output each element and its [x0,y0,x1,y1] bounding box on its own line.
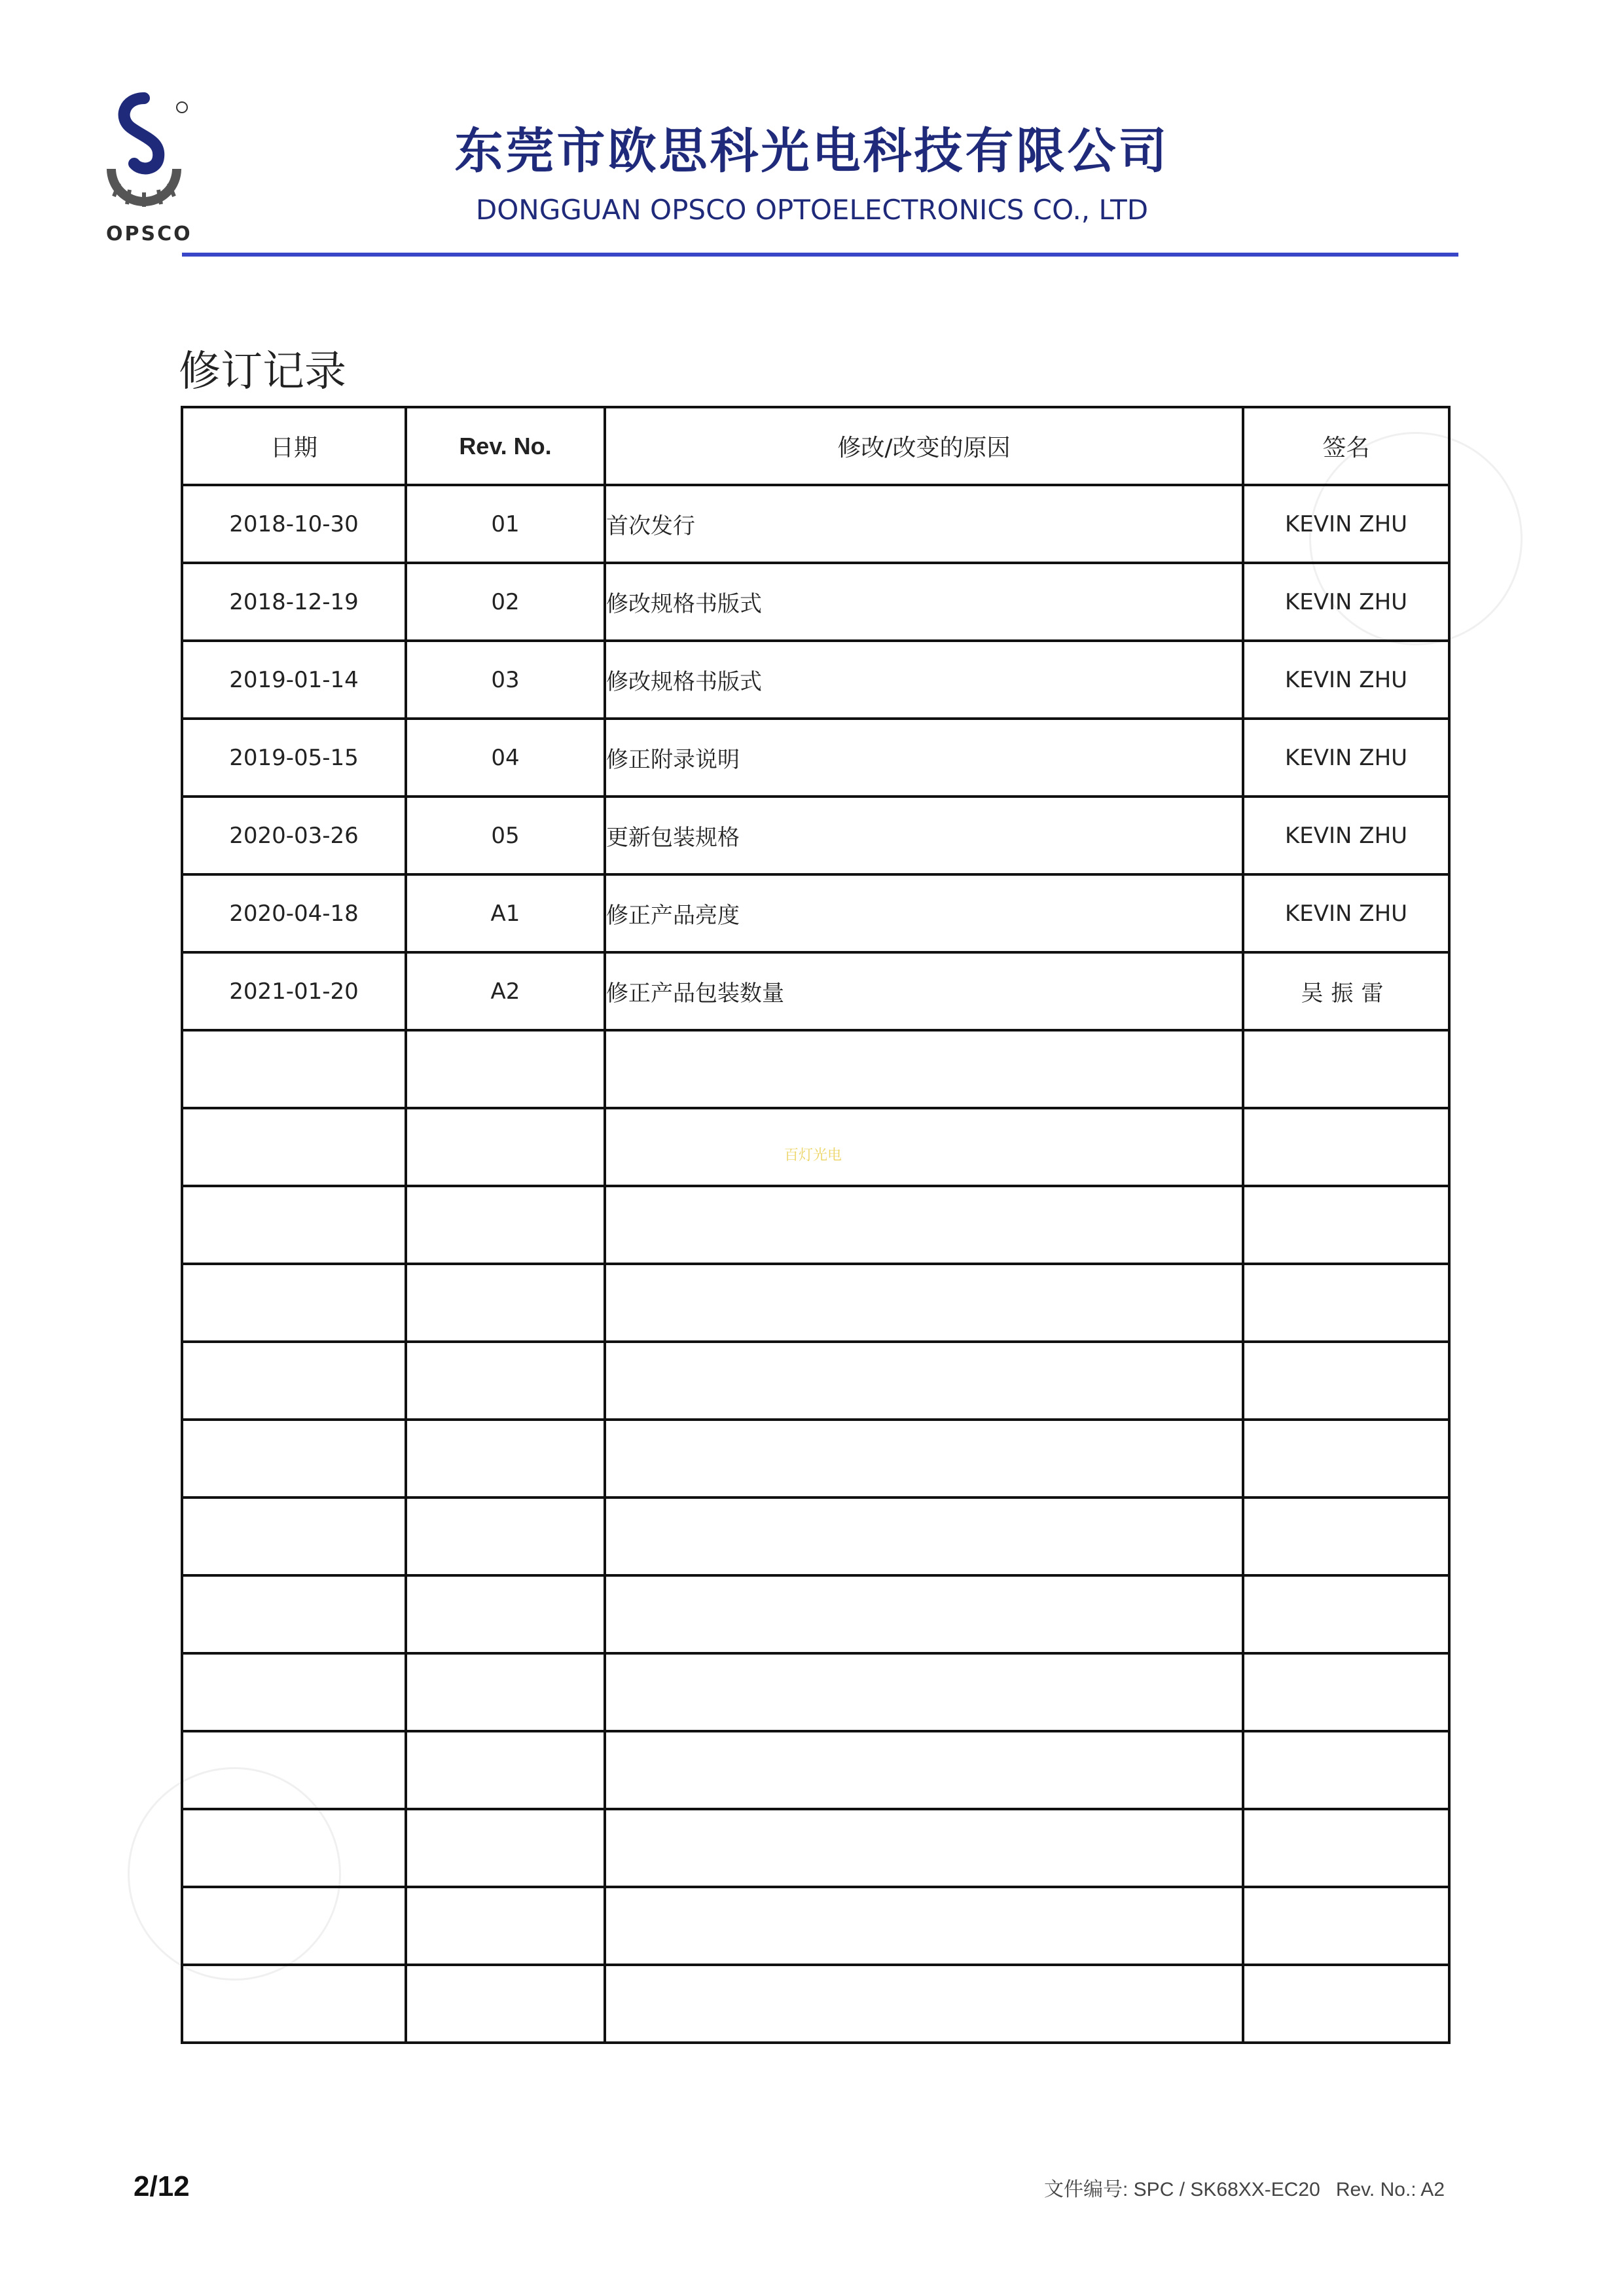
empty-cell [1243,1887,1449,1965]
header-signature: 签名 [1243,407,1449,485]
table-row-empty [182,1809,1449,1887]
empty-cell [406,1809,605,1887]
empty-cell [406,1342,605,1420]
cell-signature: KEVIN ZHU [1243,641,1449,719]
table-row-empty [182,1186,1449,1264]
cell-date: 2019-05-15 [182,719,406,797]
empty-cell [1243,1420,1449,1498]
empty-cell [605,1887,1243,1965]
empty-cell [1243,1809,1449,1887]
cell-signature: KEVIN ZHU [1243,485,1449,563]
empty-cell [605,1342,1243,1420]
empty-cell [406,1030,605,1108]
empty-cell [406,1887,605,1965]
empty-cell [1243,1030,1449,1108]
empty-cell [605,1498,1243,1575]
cell-signature: 吴振雷 [1243,952,1449,1030]
empty-cell [605,1420,1243,1498]
cell-date: 2020-04-18 [182,874,406,952]
empty-cell [1243,1731,1449,1809]
table-row-empty [182,1575,1449,1653]
empty-cell [1243,1342,1449,1420]
cell-reason: 更新包装规格 [605,797,1243,874]
company-name-cn: 东莞市欧思科光电科技有限公司 [454,123,1170,179]
cell-date: 2021-01-20 [182,952,406,1030]
header-rev-no: Rev. No. [406,407,605,485]
empty-cell [1243,1965,1449,2043]
document-number [1044,2173,1460,2202]
table-row-empty [182,1498,1449,1575]
cell-reason: 首次发行 [605,485,1243,563]
empty-cell [182,1420,406,1498]
table-row [182,719,1449,797]
logo-text: OPSCO [106,223,192,245]
table-row [182,563,1449,641]
rev-number-text: Rev. No.: A2 [1335,2179,1445,2200]
empty-cell [1243,1264,1449,1342]
empty-cell [605,1186,1243,1264]
cell-reason: 修正附录说明 [605,719,1243,797]
doc-number-text: 文件编号: SPC / SK68XX-EC20 [1044,2179,1320,2200]
empty-cell [182,1575,406,1653]
empty-cell [1243,1575,1449,1653]
cell-date: 2019-01-14 [182,641,406,719]
empty-cell [605,1030,1243,1108]
cell-reason: 修正产品包装数量 [605,952,1243,1030]
cell-date: 2018-10-30 [182,485,406,563]
empty-cell [605,1575,1243,1653]
cell-rev: 02 [406,563,605,641]
cell-signature: KEVIN ZHU [1243,797,1449,874]
cell-signature: KEVIN ZHU [1243,719,1449,797]
empty-cell [182,1186,406,1264]
empty-cell [605,1965,1243,2043]
empty-cell [605,1108,1243,1186]
empty-cell [182,1731,406,1809]
watermark-text: 百灯光电 [784,1147,842,1164]
table-row-empty [182,1030,1449,1108]
empty-cell [406,1498,605,1575]
empty-cell [406,1108,605,1186]
empty-cell [182,1030,406,1108]
revision-table [181,406,1451,2044]
empty-cell [406,1575,605,1653]
empty-cell [182,1809,406,1887]
empty-cell [605,1264,1243,1342]
table-row-empty [182,1342,1449,1420]
table-row [182,485,1449,563]
cell-signature: KEVIN ZHU [1243,563,1449,641]
cell-date: 2020-03-26 [182,797,406,874]
cell-rev: A2 [406,952,605,1030]
cell-signature: KEVIN ZHU [1243,874,1449,952]
header-date: 日期 [182,407,406,485]
empty-cell [182,1108,406,1186]
empty-cell [406,1186,605,1264]
empty-cell [182,1653,406,1731]
empty-cell [1243,1653,1449,1731]
table-row [182,641,1449,719]
table-row [182,874,1449,952]
section-title: 修订记录 [179,348,346,396]
empty-cell [1243,1498,1449,1575]
table-row [182,952,1449,1030]
revision-table-wrapper [181,406,1451,2044]
empty-cell [182,1342,406,1420]
cell-reason: 修改规格书版式 [605,563,1243,641]
empty-cell [406,1420,605,1498]
header-divider [182,253,1458,257]
table-row-empty [182,1420,1449,1498]
table-header-row [182,407,1449,485]
cell-reason: 修正产品亮度 [605,874,1243,952]
table-row-empty [182,1731,1449,1809]
table-row-empty [182,1887,1449,1965]
empty-cell [182,1264,406,1342]
table-row-empty [182,1653,1449,1731]
empty-cell [406,1264,605,1342]
cell-rev: 01 [406,485,605,563]
table-row-empty [182,1965,1449,2043]
empty-cell [406,1731,605,1809]
page-number: 2/12 [134,2170,190,2202]
empty-cell [605,1731,1243,1809]
empty-cell [605,1809,1243,1887]
empty-cell [182,1965,406,2043]
empty-cell [1243,1186,1449,1264]
cell-rev: A1 [406,874,605,952]
cell-rev: 05 [406,797,605,874]
cell-date: 2018-12-19 [182,563,406,641]
empty-cell [406,1965,605,2043]
empty-cell [605,1653,1243,1731]
cell-reason: 修改规格书版式 [605,641,1243,719]
company-name-en: DONGGUAN OPSCO OPTOELECTRONICS CO., LTD [475,194,1149,226]
empty-cell [182,1498,406,1575]
table-row-empty [182,1264,1449,1342]
empty-cell [182,1887,406,1965]
empty-cell [1243,1108,1449,1186]
header-reason: 修改/改变的原因 [605,407,1243,485]
cell-rev: 04 [406,719,605,797]
empty-cell [406,1653,605,1731]
cell-rev: 03 [406,641,605,719]
table-row [182,797,1449,874]
